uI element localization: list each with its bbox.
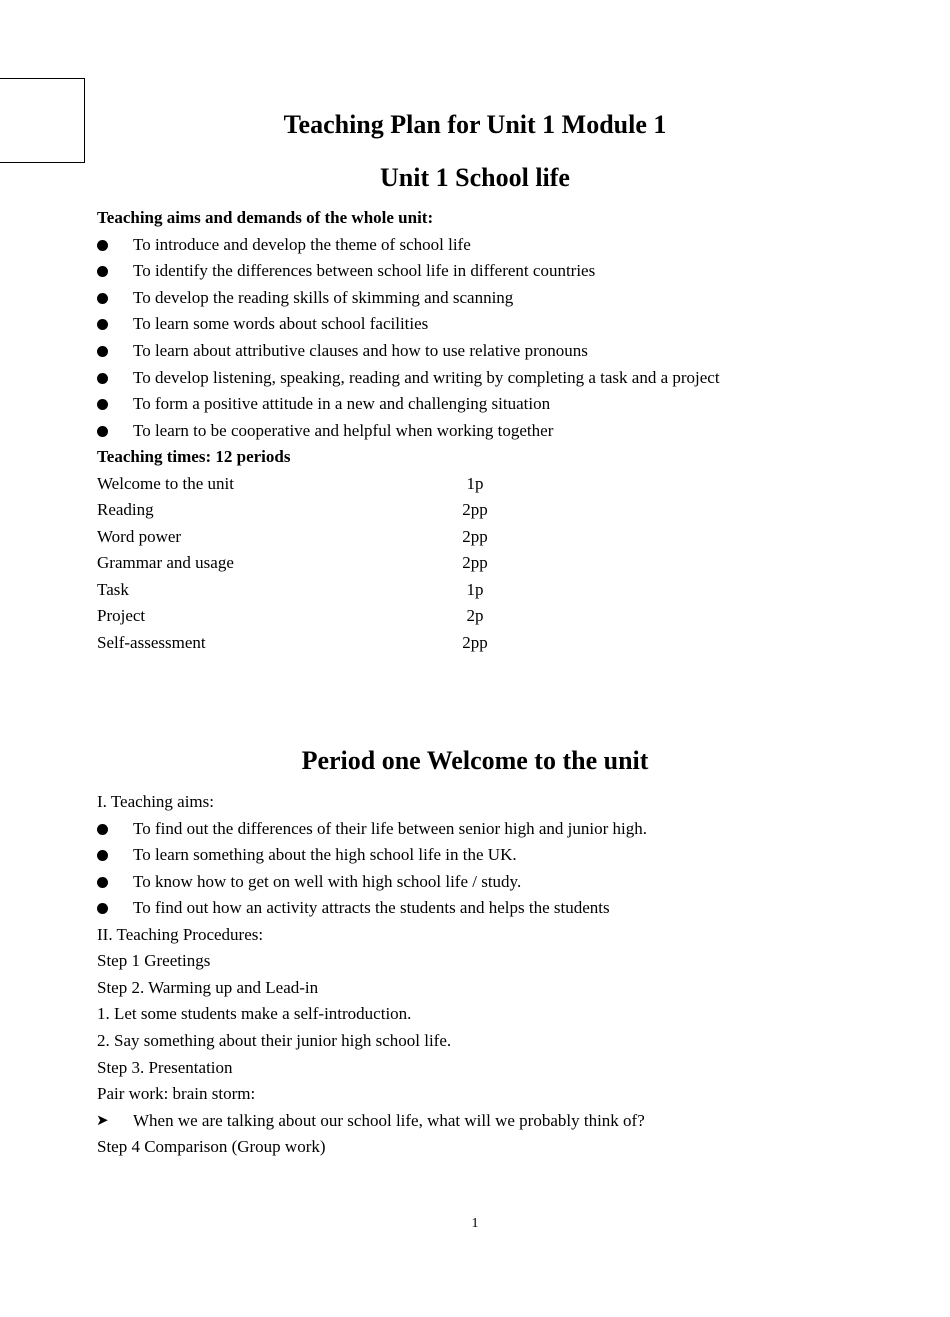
bullet-icon <box>97 240 108 251</box>
bullet-icon <box>97 426 108 437</box>
bullet-icon <box>97 399 108 410</box>
procedures-heading: II. Teaching Procedures: <box>97 925 264 944</box>
arrow-bullet-icon: ➤ <box>96 1113 109 1129</box>
bullet-icon <box>97 293 108 304</box>
unit-title: Unit 1 School life <box>380 163 570 192</box>
step-2: Step 2. Warming up and Lead-in <box>97 978 319 997</box>
times-heading: Teaching times: 12 periods <box>97 447 291 466</box>
bullet-icon <box>97 266 108 277</box>
bullet-icon <box>97 319 108 330</box>
step-4: Step 4 Comparison (Group work) <box>97 1137 326 1156</box>
period-aims-heading: I. Teaching aims: <box>97 792 214 811</box>
aims-heading: Teaching aims and demands of the whole unit: <box>97 208 434 227</box>
bullet-icon <box>97 850 108 861</box>
bullet-icon <box>97 903 108 914</box>
step-1: Step 1 Greetings <box>97 951 211 970</box>
pair-work: Pair work: brain storm: <box>97 1084 256 1103</box>
step-3: Step 3. Presentation <box>97 1058 233 1077</box>
bullet-icon <box>97 877 108 888</box>
bullet-icon <box>97 824 108 835</box>
period-title: Period one Welcome to the unit <box>301 746 649 775</box>
bullet-icon <box>97 346 108 357</box>
step-2-item-2: 2. Say something about their junior high school life. <box>97 1031 452 1050</box>
page-number: 1 <box>471 1216 479 1231</box>
document-title: Teaching Plan for Unit 1 Module 1 <box>283 110 667 139</box>
step-2-item-1: 1. Let some students make a self-introduction. <box>97 1004 412 1023</box>
bullet-icon <box>97 373 108 384</box>
